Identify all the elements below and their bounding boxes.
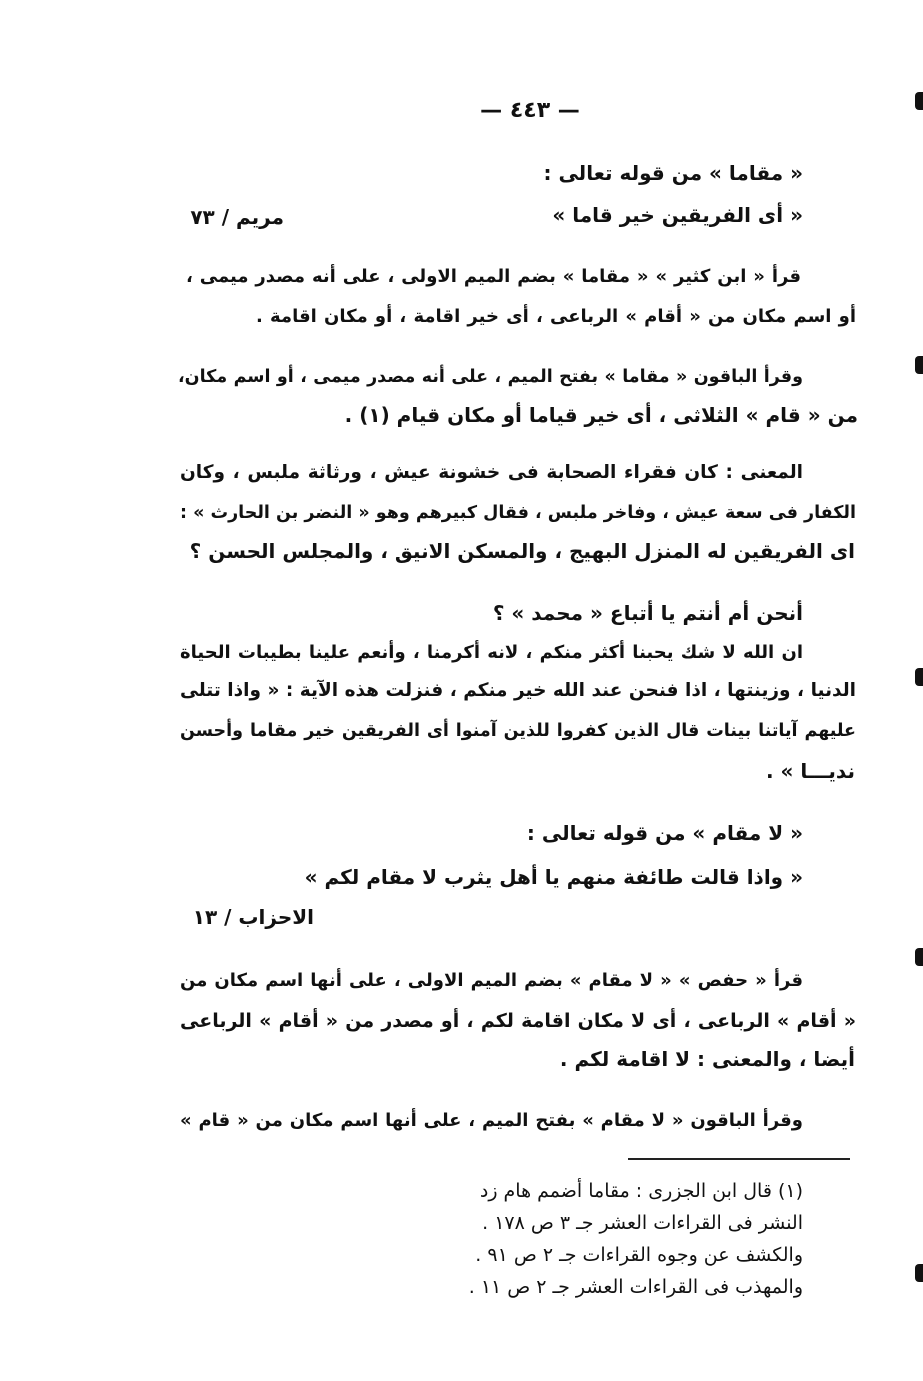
scan-edge-mark [915, 668, 923, 686]
verse-reference: مريم / ٧٣ [190, 205, 284, 229]
paragraph-line: قرأ « حفص » « لا مقام » بضم الميم الاولى ، على أنها اسم مكان من [180, 970, 803, 991]
page-number: — ٤٤٣ — [480, 98, 580, 123]
paragraph-line: أيضا ، والمعنى : لا اقامة لكم . [559, 1047, 855, 1071]
verse-reference: الاحزاب / ١٣ [192, 905, 314, 929]
paragraph-line: المعنى : كان فقراء الصحابة فى خشونة عيش ، ورثاثة ملبس ، وكان [180, 462, 803, 483]
paragraph-line: الكفار فى سعة عيش ، وفاخر ملبس ، فقال كبيرهم وهو « النضر بن الحارث » : [180, 503, 856, 523]
section-heading: « مقاما » من قوله تعالى : [543, 161, 803, 185]
paragraph-line: ان الله لا شك يحبنا أكثر منكم ، لانه أكرمنا ، وأنعم علينا بطيبات الحياة [180, 642, 803, 663]
paragraph-line: عليهم آياتنا بينات قال الذين كفروا للذين آمنوا أى الفريقين خير مقاما وأحسن [180, 721, 856, 741]
paragraph-line: نديـــا » . [765, 759, 855, 783]
footnote-separator [628, 1158, 850, 1160]
footnote-line: (١) قال ابن الجزرى : مقاما أضمم هام زد [479, 1180, 803, 1202]
scan-edge-mark [915, 948, 923, 966]
scan-edge-mark [915, 1264, 923, 1282]
footnote-line: والمهذب فى القراءات العشر جـ ٢ ص ١١ . [468, 1276, 803, 1298]
paragraph-line: وقرأ الباقون « مقاما » بفتح الميم ، على أنه مصدر ميمى ، أو اسم مكان، [178, 367, 803, 387]
quran-verse: « أى الفريقين خير قاما » [552, 203, 803, 227]
paragraph-line: أنحن أم أنتم يا أتباع « محمد » ؟ [492, 601, 803, 625]
quran-verse: « واذا قالت طائفة منهم يا أهل يثرب لا مقام لكم » [304, 865, 803, 889]
paragraph-line: اى الفريقين له المنزل البهيج ، والمسكن الانيق ، والمجلس الحسن ؟ [189, 539, 855, 563]
paragraph-line: أو اسم مكان من « أقام » الرباعى ، أى خير اقامة ، أو مكان اقامة . [256, 306, 856, 327]
paragraph-line: « أقام » الرباعى ، أى لا مكان اقامة لكم ، أو مصدر من « أقام » الرباعى [180, 1010, 856, 1032]
paragraph-line: وقرأ الباقون « لا مقام » بفتح الميم ، على أنها اسم مكان من « قام » [180, 1110, 803, 1131]
footnote-line: النشر فى القراءات العشر جـ ٣ ص ١٧٨ . [482, 1212, 803, 1234]
paragraph-line: الدنيا ، وزينتها ، اذا فنحن عند الله خير منكم ، فنزلت هذه الآية : « واذا تتلى [180, 680, 856, 701]
scan-edge-mark [915, 92, 923, 110]
footnote-line: والكشف عن وجوه القراءات جـ ٢ ص ٩١ . [475, 1244, 803, 1266]
section-heading: « لا مقام » من قوله تعالى : [526, 821, 803, 845]
scan-edge-mark [915, 356, 923, 374]
paragraph-line: قرأ « ابن كثير » « مقاما » بضم الميم الاولى ، على أنه مصدر ميمى ، [186, 266, 801, 287]
paragraph-line: من « قام » الثلاثى ، أى خير قياما أو مكان قيام (١) . [344, 403, 858, 427]
